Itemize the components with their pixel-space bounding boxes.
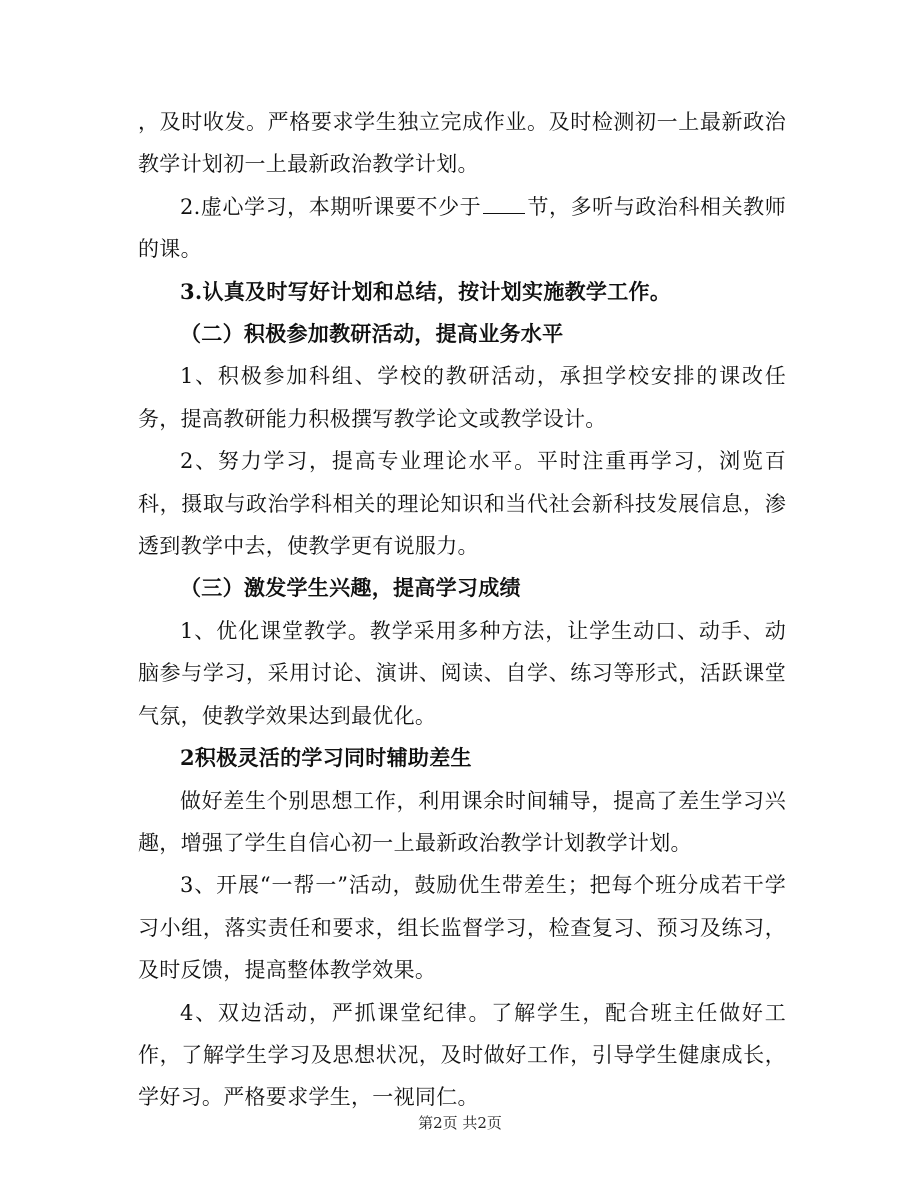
paragraph-homework-continued: ，及时收发。严格要求学生独立完成作业。及时检测初一上最新政治教学计划初一上最新政治教学计划。 (138, 110, 786, 177)
section-heading-research: （二）积极参加教研活动，提高业务水平 (180, 321, 564, 347)
paragraph-optimize-class: 1、优化课堂教学。教学采用多种方法，让学生动口、动手、动脑参与学习，采用讨论、演讲、阅读、自学、练习等形式，活跃课堂气氛，使教学效果达到最优化。 (138, 618, 786, 728)
paragraph-study-theory: 2、努力学习，提高专业理论水平。平时注重再学习，浏览百科，摄取与政治学科相关的理论知识和当代社会新科技发展信息，渗透到教学中去，使教学更有说服力。 (138, 449, 786, 559)
heading-assist-students: 2积极灵活的学习同时辅助差生 (180, 745, 472, 771)
heading-plan-summary: 3.认真及时写好计划和总结，按计划实施教学工作。 (180, 278, 672, 304)
paragraph-peer-help: 3、开展“一帮一”活动，鼓励优生带差生；把每个班分成若干学习小组，落实责任和要求，组长监督学习，检查复习、预习及练习，及时反馈，提高整体教学效果。 (138, 873, 786, 983)
document-body (138, 101, 786, 1119)
paragraph-observe-lessons (138, 186, 786, 271)
fill-in-blank (483, 195, 525, 214)
page-number-footer: 第2页 共2页 (418, 1114, 502, 1132)
section-heading-interest: （三）激发学生兴趣，提高学习成绩 (180, 575, 521, 601)
paragraph-observe-lessons-after: 节，多听与政治科相关教师的课。 (138, 194, 786, 262)
paragraph-observe-lessons-before: 2.虚心学习，本期听课要不少于 (180, 194, 482, 219)
paragraph-tutoring: 做好差生个别思想工作，利用课余时间辅导，提高了差生学习兴趣，增强了学生自信心初一上最新政治教学计划教学计划。 (138, 788, 786, 855)
paragraph-discipline: 4、双边活动，严抓课堂纪律。了解学生，配合班主任做好工作，了解学生学习及思想状况，及时做好工作，引导学生健康成长，学好习。严格要求学生，一视同仁。 (138, 1000, 786, 1110)
paragraph-research-activities: 1、积极参加科组、学校的教研活动，承担学校安排的课改任务，提高教研能力积极撰写教学论文或教学设计。 (138, 364, 786, 431)
